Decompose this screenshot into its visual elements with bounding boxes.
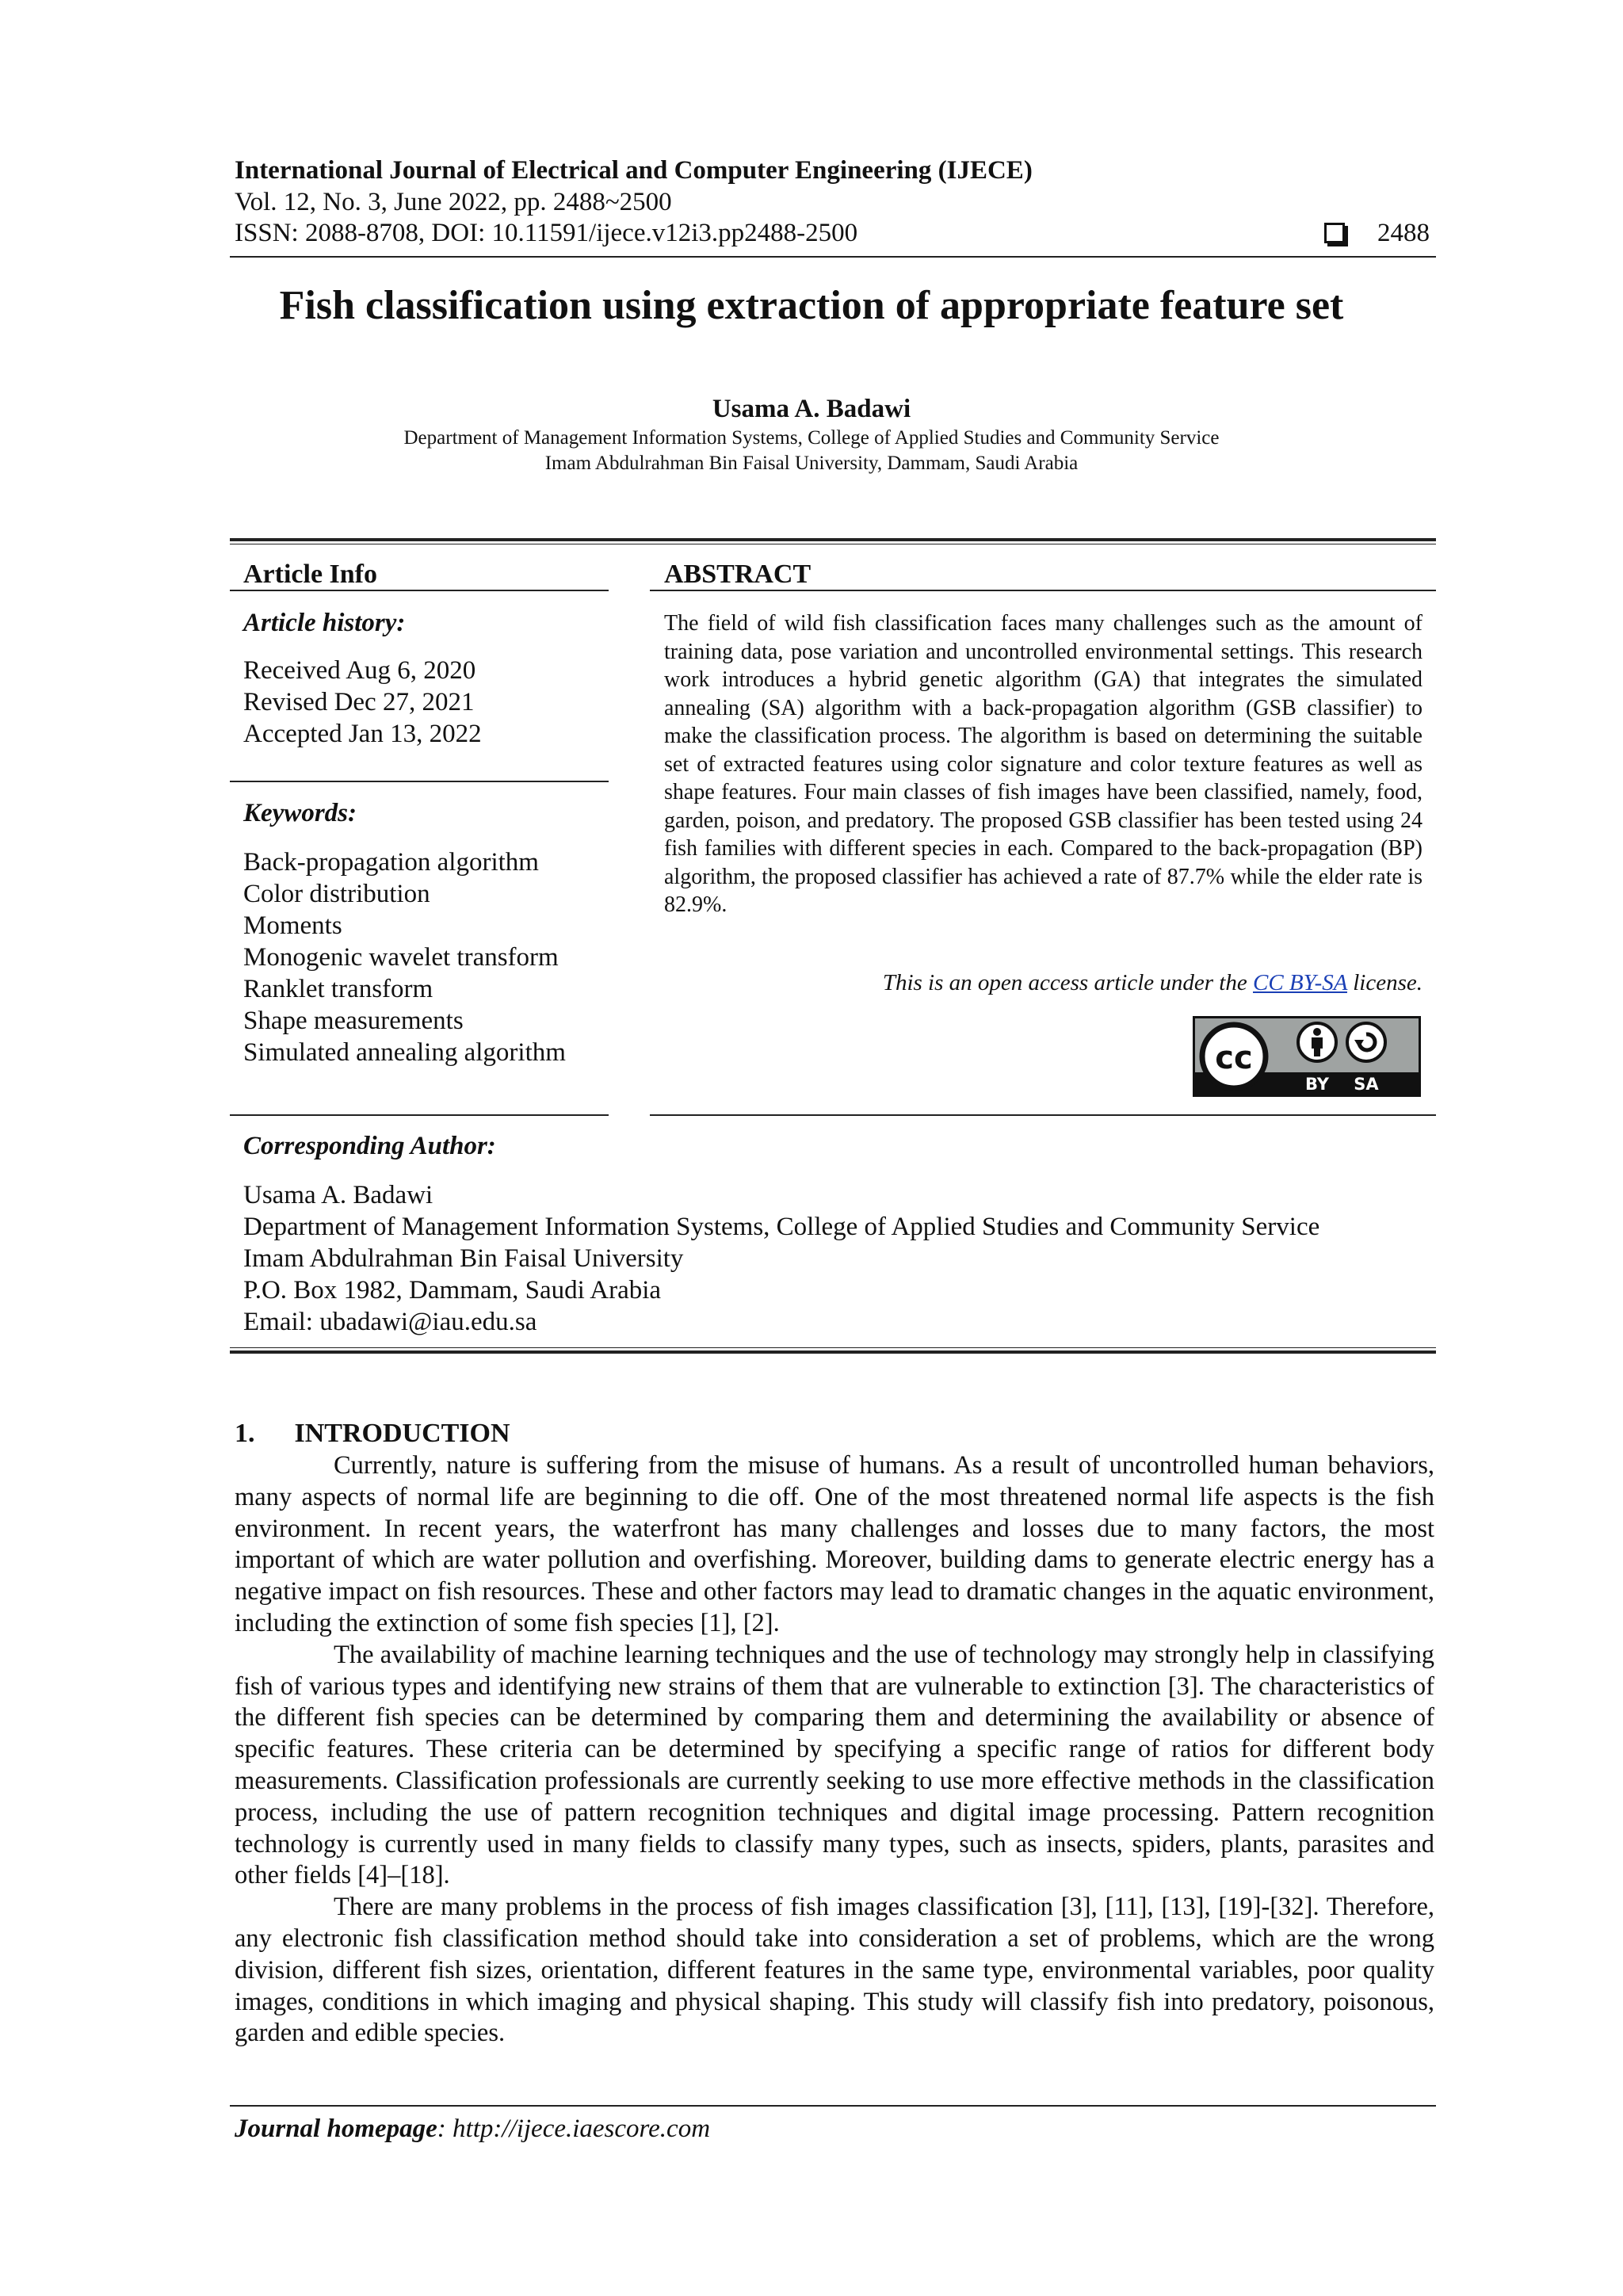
corresponding-email[interactable]: Email: ubadawi@iau.edu.sa <box>243 1308 537 1336</box>
corresponding-heading: Corresponding Author: <box>243 1132 496 1160</box>
volume-info: Vol. 12, No. 3, June 2022, pp. 2488~2500 <box>235 188 672 216</box>
cc-icon <box>1202 1025 1266 1088</box>
keyword-item: Back-propagation algorithm <box>243 848 539 877</box>
badge-sa-label: SA <box>1354 1075 1379 1094</box>
header-rule <box>230 256 1436 258</box>
abstract-text: The field of wild fish classification faces many challenges such as the amount of training data, pose variation and uncontrolled environmental settings. This research work introduces a hybrid genetic algorithm (GA) that integrates the simulated annealing (SA) algorithm with a back-propagation algorithm (GSB classifier) to make the classification process. The algorithm is based on determining the suitable set of extracted features using color signature and color texture features as well as shape features. Four main classes of fish images have been classified, namely, food, garden, poison, and predatory. The proposed GSB classifier has been tested using 24 fish families with different species in each. Compared to the back-propagation (BP) algorithm, the proposed classifier has achieved a rate of 87.7% while the elder rate is 82.9%. <box>664 611 1423 917</box>
license-suffix: license. <box>1346 970 1423 995</box>
introduction-body <box>235 1450 1434 2050</box>
author-affiliation-1: Department of Management Information Systems, College of Applied Studies and Community Service <box>403 427 1220 449</box>
badge-by-label: BY <box>1304 1075 1330 1094</box>
keywords-heading: Keywords: <box>243 799 357 827</box>
info-end-rule <box>230 1350 1436 1354</box>
license-prefix: This is an open access article under the <box>882 970 1253 995</box>
history-list <box>243 655 482 750</box>
keyword-item: Simulated annealing algorithm <box>243 1038 566 1067</box>
checkbox-icon <box>1324 223 1345 243</box>
author-affiliation-2: Imam Abdulrahman Bin Faisal University, Dammam, Saudi Arabia <box>544 453 1079 474</box>
cc-by-sa-badge[interactable] <box>1193 1016 1421 1097</box>
info-top-rule <box>230 538 1436 541</box>
keyword-item: Shape measurements <box>243 1007 464 1035</box>
svg-text:cc: cc <box>1215 1040 1253 1076</box>
section-number: 1. <box>235 1419 255 1448</box>
article-info-heading: Article Info <box>243 560 378 589</box>
attribution-icon <box>1298 1023 1336 1061</box>
info-bottom-rule-right <box>650 1114 1436 1116</box>
issn-doi: ISSN: 2088-8708, DOI: 10.11591/ijece.v12i3.pp2488-2500 <box>235 219 858 247</box>
article-history-heading: Article history: <box>243 609 406 637</box>
paper-title: Fish classification using extraction of appropriate feature set <box>279 283 1344 328</box>
page-number: 2488 <box>1377 219 1430 247</box>
abstract-heading: ABSTRACT <box>664 560 812 589</box>
keyword-item: Moments <box>243 911 342 940</box>
homepage-label: Journal homepage <box>235 2115 437 2143</box>
corresponding-name: Usama A. Badawi <box>243 1181 433 1209</box>
footer-rule <box>230 2105 1436 2107</box>
info-bottom-rule-left <box>230 1114 609 1116</box>
corresponding-department: Department of Management Information Systems, College of Applied Studies and Community Service <box>243 1213 1320 1241</box>
keyword-item: Ranklet transform <box>243 975 433 1003</box>
author-name: Usama A. Badawi <box>712 395 911 423</box>
paragraph: There are many problems in the process of fish images classification [3], [11], [13], [19]-[32]. Therefore, any electronic fish classification method should take into consideration a set of problems, which are the wrong division, different fish sizes, orientation, different features in the same type, environmental variables, poor quality images, conditions in which imaging and physical shaping. This study will classify fish into predatory, poisonous, garden and edible species. <box>235 1893 1434 2048</box>
accepted-date: Accepted Jan 13, 2022 <box>243 720 482 748</box>
article-info-rule <box>230 590 609 591</box>
section-title: INTRODUCTION <box>294 1419 510 1448</box>
info-end-rule-thin <box>230 1347 1436 1348</box>
paragraph: Currently, nature is suffering from the misuse of humans. As a result of uncontrolled human behaviors, many aspects of normal life are beginning to die off. One of the most threatened normal life aspects is the fish environment. In recent years, the waterfront has many challenges and losses due to many factors, the most important of which are water pollution and overfishing. Moreover, building dams to generate electric energy has a negative impact on fish resources. These and other factors may lead to dramatic changes in the aquatic environment, including the extinction of some fish species [1], [2]. <box>235 1451 1434 1637</box>
journal-name: International Journal of Electrical and Computer Engineering (IJECE) <box>235 156 1033 185</box>
corresponding-details <box>243 1179 1319 1338</box>
paragraph: The availability of machine learning techniques and the use of technology may strongly help in classifying fish of various types and identifying new strains of them that are vulnerable to extinction [3]. The characteristics of the different fish species can be determined by comparing them and determining the availability or absence of specific features. These criteria can be determined by specifying a specific range of ratios for different body measurements. Classification professionals are currently seeking to use more effective methods in the classification process, including the use of pattern recognition techniques and digital image processing. Pattern recognition technology is currently used in many fields to classify many types, such as insects, spiders, plants, parasites and other fields [4]–[18]. <box>235 1640 1434 1890</box>
homepage-url[interactable]: http://ijece.iaescore.com <box>453 2115 711 2143</box>
keyword-item: Monogenic wavelet transform <box>243 943 559 972</box>
abstract-rule <box>650 590 1436 591</box>
corresponding-university: Imam Abdulrahman Bin Faisal University <box>243 1244 684 1273</box>
cc-by-sa-link[interactable]: CC BY-SA <box>1253 970 1347 995</box>
journal-homepage: Journal homepage: http://ijece.iaescore.com <box>235 2115 711 2143</box>
received-date: Received Aug 6, 2020 <box>243 656 476 685</box>
share-alike-icon <box>1347 1023 1385 1061</box>
keywords-list <box>243 846 566 1068</box>
keywords-rule <box>230 781 609 782</box>
license-line <box>664 970 1423 996</box>
revised-date: Revised Dec 27, 2021 <box>243 688 475 716</box>
introduction-heading <box>235 1419 510 1449</box>
keyword-item: Color distribution <box>243 880 430 908</box>
corresponding-address: P.O. Box 1982, Dammam, Saudi Arabia <box>243 1276 662 1305</box>
